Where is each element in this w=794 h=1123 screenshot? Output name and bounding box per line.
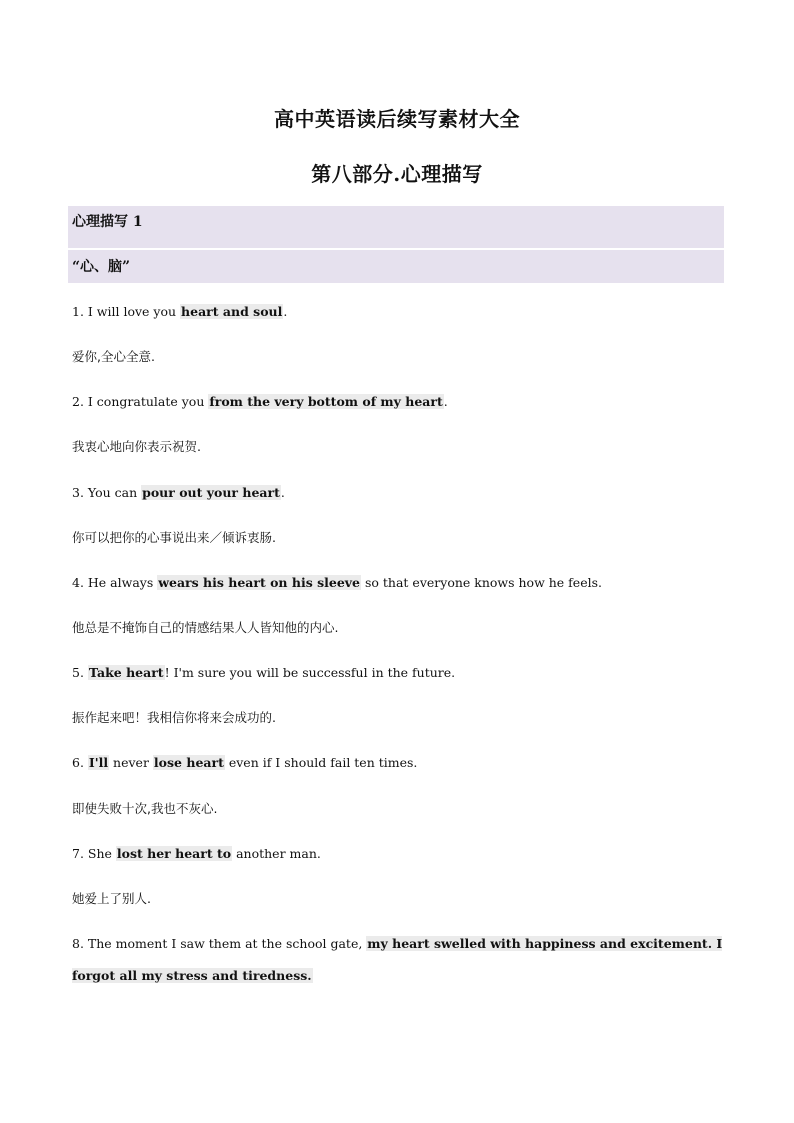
example-sentence-2 xyxy=(72,386,724,418)
sentence-text: another man. xyxy=(232,846,321,861)
translation-3: 你可以把你的心事说出来／倾诉衷肠. xyxy=(72,530,276,545)
translation-5: 振作起来吧！我相信你将来会成功的. xyxy=(72,710,276,725)
sentence-text: 7. She xyxy=(72,846,116,861)
key-phrase: I'll xyxy=(88,755,109,770)
section-subheading: “心、脑” xyxy=(68,250,724,283)
document-subtitle: 第八部分.心理描写 xyxy=(311,162,483,186)
example-sentence-1 xyxy=(72,296,724,328)
translation-2: 我衷心地向你表示祝贺. xyxy=(72,439,201,454)
translation-6: 即使失败十次,我也不灰心. xyxy=(72,801,218,816)
sentence-text: 4. He always xyxy=(72,575,158,590)
sentence-text: even if I should fail ten times. xyxy=(224,755,418,770)
sentence-text: 3. You can xyxy=(72,485,142,500)
sentence-text: so that everyone knows how he feels. xyxy=(361,575,602,590)
section-heading: 心理描写 1 xyxy=(68,206,724,248)
sentence-text: never xyxy=(109,755,153,770)
sentence-text: 5. xyxy=(72,665,88,680)
sentence-text: 1. I will love you xyxy=(72,304,181,319)
sentence-text: 2. I congratulate you xyxy=(72,394,209,409)
example-sentence-3 xyxy=(72,477,724,509)
translation-1: 爱你,全心全意. xyxy=(72,349,155,364)
sentence-text: . xyxy=(280,485,285,500)
translation-7: 她爱上了别人. xyxy=(72,891,151,906)
sentence-text: ! I'm sure you will be successful in the future. xyxy=(164,665,456,680)
sentence-text: 8. The moment I saw them at the school gate, xyxy=(72,936,367,951)
sentence-text: . xyxy=(283,304,288,319)
example-sentence-5 xyxy=(72,657,724,689)
key-phrase: pour out your heart xyxy=(142,485,280,500)
key-phrase: heart and soul xyxy=(181,304,283,319)
key-phrase: from the very bottom of my heart xyxy=(209,394,443,409)
key-phrase: wears his heart on his sleeve xyxy=(158,575,361,590)
example-sentence-8 xyxy=(72,928,724,992)
example-sentence-6 xyxy=(72,747,724,779)
key-phrase: Take heart xyxy=(88,665,164,680)
example-sentence-7 xyxy=(72,838,724,870)
key-phrase: lost her heart to xyxy=(116,846,232,861)
sentence-text: 6. xyxy=(72,755,88,770)
document-title: 高中英语读后续写素材大全 xyxy=(274,107,520,131)
key-phrase: lose heart xyxy=(153,755,224,770)
sentence-text: . xyxy=(443,394,448,409)
example-sentence-4 xyxy=(72,567,724,599)
key-phrase: my heart swelled with happiness and excitement. I forgot all my stress and tiredness. xyxy=(72,936,723,983)
translation-4: 他总是不掩饰自己的情感结果人人皆知他的内心. xyxy=(72,620,339,635)
